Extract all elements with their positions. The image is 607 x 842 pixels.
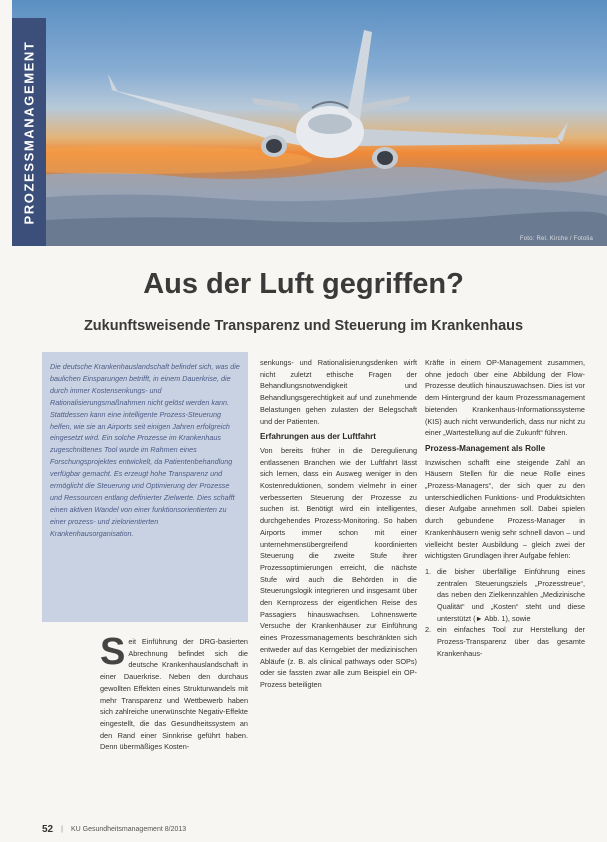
column-3-paragraph-2: Inzwischen schafft eine steigende Zahl an Häusern Stellen für die neue Rolle eines „Prozess-Managers“, der sich quer zu den unterschiedlichen Funktions- und Produktsichten dieser Aufgabe annehmen soll. Dabei spielen durch gebundene Prozess-Manager in Krankenhäusern wenig sehr schnell davon – und vielleicht bester Ausbildung – gleich zwei der wichtigsten Grundlagen ihrer Aufgabe fehlen: [425,457,585,561]
journal-name: KU Gesundheitsmanagement 8/2013 [70,826,187,833]
column-2-paragraph-1: senkungs- und Rationalisierungsdenken wirft nicht zuletzt ethische Fragen der Behandlungsnotwendigkeit und Behandlungsgerechtigkeit auf und zunehmende Belastungen gehen zulasten der Belegschaft und der Patienten. [260,358,417,426]
drop-cap: S [100,631,126,673]
photo-credit: Foto: Rel. Kirche / Fotolia [519,236,593,242]
requirements-list [425,566,585,660]
article-column-3 [425,357,585,660]
article-column-1 [100,631,248,753]
list-item [425,566,585,625]
list-item-text: die bisher überfällige Einführung eines zentralen Steuerungsziels „Prozesstreue“, das neben den Zielkennzahlen „Medizinische Qualität“ und „Kosten“ steht und diese unterstützt (► Abb. 1), sowie [437,566,585,623]
page-number: 52 [42,824,54,835]
intro-text: Die deutsche Krankenhauslandschaft befindet sich, was die baulichen Einsparungen betrifft, in einem Dauerkrise, die durch immer Kostensenkungs- und Rationalisierungsmaßnahmen nicht gelöst werden kann. Stattdessen kann eine intelligente Prozess-Steuerung helfen, wie sie an Airports seit einigen Jahren erfolgreich eingesetzt wird. Ein solche Prozesse im Krankenhaus zugeschnittenes Tool wurde im Rahmen eines Forschungsprojektes entwickelt, da Patientenbehandlung verfügbar gemacht. Es erzeugt hohe Transparenz und ermöglicht die Steuerung und Optimierung der Prozesse und Ressourcen entlang definierter Zielwerte. Dies schafft einen aktiven Wandel von einer funktionsorientierten zu einer prozess- und zielorientierten Krankenhausorganisation. [50,362,240,538]
section-heading-process-role: Prozess-Management als Rolle [425,443,546,453]
intro-teaser-box [42,352,248,622]
section-heading-aviation: Erfahrungen aus der Luftfahrt [260,432,376,442]
section-tag [12,18,46,246]
article-column-2 [260,357,417,691]
column-1-text: eit Einführung der DRG-basierten Abrechnung befindet sich die deutsche Krankenhauslandschaft in einer Dauerkrise. Neben den durchaus gewollten Effekten eines Strukturwandels mit mehr Transparenz und Wettbewerb haben sich zahlreiche unerwünschte Negativ-Effekte eingestellt, die das Gesundheitssystem an den Rand einer Sinnkrise geführt haben. Denn übermäßiges Kosten- [100,637,248,752]
page-subtitle: Zukunftsweisende Transparenz und Steuerung im Krankenhaus [83,318,524,334]
list-item-text: ein einfaches Tool zur Herstellung der Prozess-Transparenz über das gesamte Krankenhaus- [437,625,585,658]
list-item [425,624,585,659]
list-item-number: 2. [425,625,432,635]
page-footer [42,824,582,835]
airplane-illustration [12,0,607,246]
hero-airplane-photo [12,0,607,246]
column-2-paragraph-2: Von bereits früher in die Deregulierung entlassenen Branchen wie der Luftfahrt lässt sich lernen, dass ein Ausweg weniger in den Kostenreduktionen, sondern vielmehr in einer verbesserten Steuerung der Prozesse zu suchen ist. Benötigt wird ein intelligentes, durchgehendes Prozess-Monitoring. So haben Airports immer schon mit einer unternehmensübergreifend koordinierten Steuerung die zweite Stufe ihrer Prozessoptimierungen erreicht, die nächste Stufe wird auch die Behörden in die Steuerungslogik integrieren und insgesamt über den Kernprozess der eigentlichen Reise des Passagiers hinauswachsen. Lohnenswerte Versuche der Krankenhäuser zur Einführung eines Prozessmanagements beschränkten sich entweder auf das Kerngebiet der medizinischen Abläufe (z. B. als clinical pathways oder SOPs) oder sie fassten zwar alle zum Beispiel ein OP-Prozess beteiligten [260,445,417,689]
column-3-paragraph-1: Kräfte in einem OP-Management zusammen, ohne jedoch über eine Abbildung der Flow-Prozesse deutlich hinauszuwachsen. Dies ist vor dem Hintergrund der kaum Prozessmanagement bietenden Krankenhaus-Informationssysteme (KIS) auch nicht verwunderlich, dass nur nicht zu einer „Wartestellung auf die Zukunft“ führen. [425,358,585,438]
footer-separator: | [61,826,63,833]
page-title: Aus der Luft gegriffen? [143,268,464,300]
list-item-number: 1. [425,566,432,576]
section-tag-label: PROZESSMANAGEMENT [21,40,37,224]
